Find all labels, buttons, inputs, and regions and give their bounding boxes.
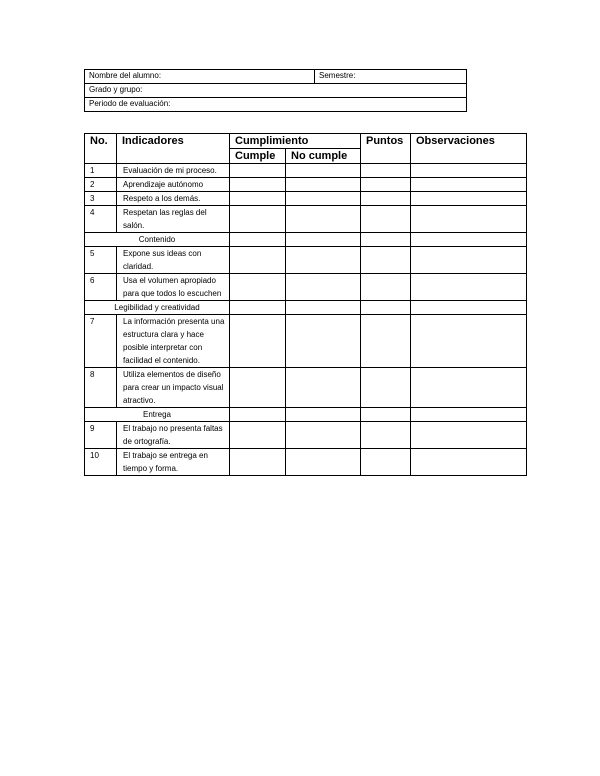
observations-cell[interactable] [411,368,527,408]
evaluation-period-field[interactable]: Periodo de evaluación: [85,98,467,112]
row-number: 4 [85,206,117,233]
section-row [85,408,527,422]
not-meets-cell[interactable] [286,422,361,449]
meets-cell[interactable] [230,178,286,192]
header-not-meets: No cumple [286,149,361,164]
points-cell[interactable] [361,247,411,274]
points-cell[interactable] [361,368,411,408]
not-meets-cell[interactable] [286,247,361,274]
points-cell[interactable] [361,449,411,476]
table-row [85,422,527,449]
empty-cell[interactable] [230,408,286,422]
not-meets-cell[interactable] [286,315,361,368]
observations-cell[interactable] [411,206,527,233]
empty-cell[interactable] [286,408,361,422]
indicator-text: Usa el volumen apropiado para que todos lo escuchen [117,274,230,301]
header-no: No. [85,134,117,164]
section-label: Entrega [85,408,230,422]
rubric-body [85,164,527,476]
indicator-text: Aprendizaje autónomo [117,178,230,192]
indicator-text: Expone sus ideas con claridad. [117,247,230,274]
empty-cell[interactable] [361,408,411,422]
section-row [85,301,527,315]
points-cell[interactable] [361,192,411,206]
empty-cell[interactable] [361,301,411,315]
empty-cell[interactable] [361,233,411,247]
student-name-field[interactable]: Nombre del alumno: [85,70,315,84]
table-row [85,449,527,476]
observations-cell[interactable] [411,164,527,178]
meets-cell[interactable] [230,206,286,233]
meets-cell[interactable] [230,422,286,449]
section-label: Contenido [85,233,230,247]
row-number: 10 [85,449,117,476]
row-number: 5 [85,247,117,274]
points-cell[interactable] [361,274,411,301]
table-row [85,206,527,233]
points-cell[interactable] [361,206,411,233]
empty-cell[interactable] [230,301,286,315]
not-meets-cell[interactable] [286,206,361,233]
not-meets-cell[interactable] [286,164,361,178]
not-meets-cell[interactable] [286,274,361,301]
row-number: 6 [85,274,117,301]
meets-cell[interactable] [230,315,286,368]
indicator-text: Respeto a los demás. [117,192,230,206]
meets-cell[interactable] [230,164,286,178]
indicator-text: Evaluación de mi proceso. [117,164,230,178]
not-meets-cell[interactable] [286,192,361,206]
observations-cell[interactable] [411,192,527,206]
header-compliance: Cumplimiento [230,134,361,149]
indicator-text: El trabajo se entrega en tiempo y forma. [117,449,230,476]
header-indicators: Indicadores [117,134,230,164]
meets-cell[interactable] [230,274,286,301]
meets-cell[interactable] [230,192,286,206]
student-info-table [84,69,467,112]
row-number: 2 [85,178,117,192]
not-meets-cell[interactable] [286,449,361,476]
points-cell[interactable] [361,315,411,368]
table-row [85,315,527,368]
not-meets-cell[interactable] [286,178,361,192]
row-number: 3 [85,192,117,206]
section-label: Legibilidad y creatividad [85,301,230,315]
indicator-text: Respetan las reglas del salón. [117,206,230,233]
empty-cell[interactable] [411,233,527,247]
not-meets-cell[interactable] [286,368,361,408]
empty-cell[interactable] [286,301,361,315]
row-number: 8 [85,368,117,408]
table-row [85,368,527,408]
grade-group-field[interactable]: Grado y grupo: [85,84,467,98]
header-points: Puntos [361,134,411,164]
table-row [85,178,527,192]
row-number: 1 [85,164,117,178]
table-row [85,274,527,301]
observations-cell[interactable] [411,247,527,274]
meets-cell[interactable] [230,247,286,274]
header-meets: Cumple [230,149,286,164]
empty-cell[interactable] [411,408,527,422]
observations-cell[interactable] [411,449,527,476]
indicator-text: Utiliza elementos de diseño para crear un impacto visual atractivo. [117,368,230,408]
empty-cell[interactable] [230,233,286,247]
observations-cell[interactable] [411,178,527,192]
points-cell[interactable] [361,178,411,192]
points-cell[interactable] [361,164,411,178]
observations-cell[interactable] [411,274,527,301]
table-row [85,247,527,274]
meets-cell[interactable] [230,368,286,408]
empty-cell[interactable] [286,233,361,247]
semester-field[interactable]: Semestre: [315,70,467,84]
row-number: 7 [85,315,117,368]
observations-cell[interactable] [411,315,527,368]
section-row [85,233,527,247]
meets-cell[interactable] [230,449,286,476]
row-number: 9 [85,422,117,449]
rubric-table [84,133,527,476]
empty-cell[interactable] [411,301,527,315]
indicator-text: El trabajo no presenta faltas de ortografía. [117,422,230,449]
header-observations: Observaciones [411,134,527,164]
observations-cell[interactable] [411,422,527,449]
table-row [85,164,527,178]
points-cell[interactable] [361,422,411,449]
table-row [85,192,527,206]
indicator-text: La información presenta una estructura clara y hace posible interpretar con facilidad el contenido. [117,315,230,368]
